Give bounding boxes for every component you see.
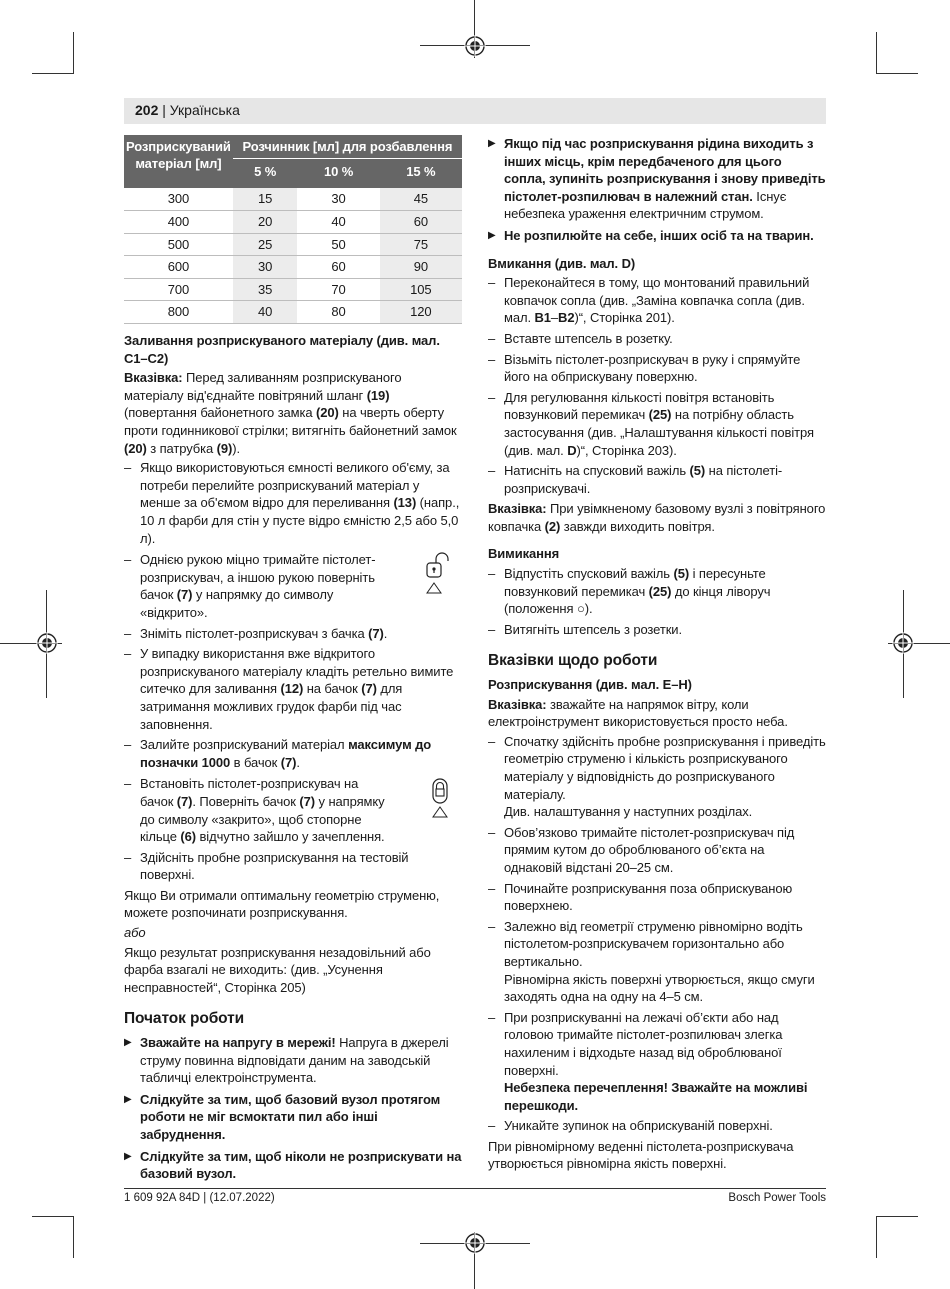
- text: При увімкненому базовому вузлі з повітряного ковпачка: [488, 501, 826, 534]
- text: до кінця ліворуч (положення: [504, 583, 771, 617]
- list-item: [124, 775, 462, 845]
- registration-mark-icon: [36, 632, 58, 654]
- list-item: [488, 462, 826, 497]
- emphasis: максимум до позначки 1000: [140, 737, 432, 770]
- text: з патрубка: [146, 440, 217, 456]
- header-language: Українська: [169, 102, 240, 118]
- paragraph: Якщо Ви отримали оптимальну геометрію струменю, можете розпочинати розприскування.: [124, 887, 440, 921]
- ref-number: (20): [124, 440, 147, 456]
- text: – При розприскуванні на лежачі об’єкти або над головою тримайте пістолет-розпилювач злегка нахиленим і відходьте назад від оброблюваної поверхні.: [504, 1009, 783, 1078]
- text: і пересуньте повзунковий перемикач: [504, 566, 766, 599]
- ref-number: (25): [648, 583, 672, 599]
- table-cell: 75: [380, 233, 462, 256]
- text: ).: [232, 440, 240, 456]
- section-heading-filling: Заливання розприскуваного матеріалу (див. мал. C1–C2): [124, 333, 440, 366]
- ref-figure: D: [567, 442, 577, 458]
- emphasis: Слідкуйте за тим, щоб базовий вузол протягом роботи не міг всмоктати пил або інші забруднення.: [140, 1091, 441, 1142]
- ref-number: (7): [176, 793, 193, 809]
- section-heading-off: Вимикання: [488, 546, 560, 562]
- table-header-material: Розприскуваний матеріал [мл]: [124, 135, 233, 188]
- text: зважайте на напрямок вітру, коли електроінструмент використовується просто неба.: [488, 696, 788, 730]
- table-row: [124, 211, 462, 234]
- text: ).: [584, 601, 593, 617]
- text: Однією рукою міцно тримайте пістолет-розприскувач, а іншою рукою поверніть бачок: [140, 552, 376, 603]
- ref-number: (7): [368, 625, 384, 641]
- warning-item: [124, 1091, 462, 1144]
- table-subheader: 15 %: [380, 159, 462, 189]
- note-label: Вказівка:: [124, 370, 183, 386]
- ref-number: (7): [361, 681, 377, 697]
- table-cell: 60: [297, 256, 379, 279]
- crop-mark: [876, 32, 877, 74]
- footer-brand: Bosch Power Tools: [728, 1192, 826, 1204]
- table-cell: 30: [233, 256, 298, 279]
- table-subheader: 10 %: [297, 159, 379, 189]
- text: Зніміть пістолет-розприскувач з бачка: [140, 625, 369, 641]
- text: у напрямку до символу «відкрито».: [140, 587, 334, 620]
- page-number: 202: [135, 102, 159, 118]
- list-item: [488, 918, 826, 1006]
- text: Встановіть пістолет-розприскувач на бачок: [140, 776, 359, 809]
- crop-mark: [876, 1216, 877, 1258]
- table-cell: 35: [233, 278, 298, 301]
- emphasis: Не розпилюйте на себе, інших осіб та на тварин.: [504, 227, 814, 243]
- header-separator: |: [162, 102, 166, 118]
- table-cell: 40: [233, 301, 298, 324]
- ref-number: (20): [316, 405, 339, 421]
- crop-mark: [876, 73, 918, 74]
- table-row: [124, 301, 462, 324]
- crop-mark: [73, 32, 74, 74]
- warning-item: [488, 227, 826, 245]
- emphasis: Зважайте на напругу в мережі!: [140, 1035, 336, 1051]
- text: Див. налаштування у наступних розділах.: [504, 804, 753, 820]
- ref-number: (25): [648, 407, 672, 423]
- section-heading-start: Початок роботи: [124, 1010, 245, 1028]
- text: Перед заливанням розприскуваного матеріалу від'єднайте повітряний шланг: [124, 370, 402, 403]
- table-cell: 500: [124, 233, 233, 256]
- warning-item: [488, 135, 826, 223]
- section-heading-on: Вмикання (див. мал. D): [488, 255, 636, 271]
- ref-number: (6): [180, 829, 196, 845]
- ref-number: (13): [393, 495, 417, 511]
- unlocked-symbol-icon: [422, 551, 458, 599]
- list-item: [488, 824, 826, 877]
- list-item: [488, 274, 826, 327]
- table-row: [124, 233, 462, 256]
- ref-number: (12): [280, 681, 304, 697]
- crop-mark: [876, 1216, 918, 1217]
- text: Вставте штепсель в розетку.: [504, 330, 673, 346]
- off-position-icon: ○: [576, 601, 585, 617]
- text: (повертання байонетного замка: [124, 405, 317, 421]
- table-row: [124, 188, 462, 211]
- table-cell: 700: [124, 278, 233, 301]
- right-column: [488, 135, 826, 1175]
- registration-mark-icon: [464, 1232, 486, 1254]
- paragraph-or: або: [124, 925, 146, 941]
- text: на потрібну область застосування (див. „Налаштування кількості повітря (див. мал.: [504, 407, 814, 458]
- text: на бачок: [303, 681, 362, 697]
- text: Якщо використовуються ємності великого об'єму, за потреби перелийте розприскуваний матеріал у менше за об'ємом відро для переливання: [140, 460, 450, 511]
- section-heading-work: Вказівки щодо роботи: [488, 652, 658, 670]
- note-label: Вказівка:: [488, 501, 547, 517]
- text: відчутно зайшло у зачеплення.: [195, 829, 385, 845]
- text: у напрямку до символу «закрито», щоб стопорне кільце: [140, 793, 385, 845]
- footer-rule: [124, 1188, 826, 1189]
- table-cell: 45: [380, 188, 462, 211]
- text: .: [296, 754, 300, 770]
- text: )“, Сторінка 201).: [574, 310, 675, 326]
- list-item: [488, 1009, 826, 1115]
- crop-mark: [32, 1216, 74, 1217]
- table-cell: 40: [297, 211, 379, 234]
- ref-number: (7): [299, 793, 316, 809]
- ref-number: (7): [176, 587, 193, 603]
- list-item: [488, 351, 826, 386]
- ref-figure: B1: [534, 310, 551, 326]
- ref-number: (7): [280, 754, 297, 770]
- text: Переконайтеся в тому, що монтований правильний ковпачок сопла (див. „Заміна ковпачка сопла (див. мал.: [504, 275, 810, 326]
- list-item: [488, 733, 826, 821]
- list-item: [124, 551, 462, 621]
- text: Для регулювання кількості повітря встановіть повзунковий перемикач: [504, 389, 775, 423]
- note-paragraph: [488, 696, 826, 731]
- table-cell: 800: [124, 301, 233, 324]
- emphasis: Небезпека перечеплення! Зважайте на можливі перешкоди.: [504, 1080, 808, 1113]
- paragraph: Якщо результат розприскування незадовільний або фарба взагалі не виходить: (див. „Усунення несправностей“, Сторінка 205): [124, 944, 431, 995]
- registration-mark-icon: [464, 35, 486, 57]
- text: (напр., 10 л фарби для стін у пусте відро ємністю 2,5 або 5,0 л).: [140, 495, 460, 546]
- list-item: [488, 565, 826, 618]
- text: Уникайте зупинок на обприскуваній поверхні.: [504, 1118, 773, 1134]
- table-cell: 60: [380, 211, 462, 234]
- table-subheader: 5 %: [233, 159, 298, 189]
- table-cell: 300: [124, 188, 233, 211]
- text: –: [550, 310, 559, 326]
- list-item: [488, 389, 826, 459]
- text: – Залежно від геометрії струменю рівномірно водіть пістолетом-розприскувачем горизонтально або вертикально.: [504, 918, 803, 969]
- text: Обов’язково тримайте пістолет-розприскувач під прямим кутом до оброблюваного об’єкта на однаковій відстані 20–25 см.: [504, 824, 795, 875]
- ref-number: (5): [673, 566, 690, 582]
- table-cell: 70: [297, 278, 379, 301]
- table-cell: 600: [124, 256, 233, 279]
- dilution-table: [124, 135, 462, 324]
- text: У випадку використання вже відкритого розприскуваного матеріалу кладіть ретельно вимите ситечко для заливання: [140, 646, 454, 697]
- table-cell: 80: [297, 301, 379, 324]
- table-cell: 30: [297, 188, 379, 211]
- text: Витягніть штепсель з розетки.: [504, 621, 682, 637]
- note-paragraph: [488, 500, 826, 535]
- text: . Поверніть бачок: [192, 793, 300, 809]
- list-item: [124, 625, 462, 643]
- section-heading-spray: Розприскування (див. мал. E–H): [488, 677, 692, 693]
- list-item: [124, 459, 462, 547]
- footer-doc-id: 1 609 92A 84D | (12.07.2022): [124, 1192, 275, 1204]
- table-cell: 105: [380, 278, 462, 301]
- list-item: [488, 1117, 826, 1135]
- table-cell: 120: [380, 301, 462, 324]
- table-cell: 50: [297, 233, 379, 256]
- warning-item: [124, 1034, 462, 1087]
- list-item: [488, 330, 826, 348]
- text: )“, Сторінка 203).: [576, 442, 677, 458]
- list-item: [488, 880, 826, 915]
- ref-number: (5): [689, 463, 706, 479]
- text: Натисніть на спусковий важіль: [504, 463, 690, 479]
- text: на чверть оберту проти годинникової стрілки; витягніть байонетний замок: [124, 405, 457, 439]
- text: Залийте розприскуваний матеріал: [140, 737, 349, 753]
- table-cell: 90: [380, 256, 462, 279]
- table-row: [124, 256, 462, 279]
- table-row: [124, 278, 462, 301]
- list-item: [124, 645, 462, 733]
- text: .: [383, 625, 388, 641]
- text: Починайте розприскування поза обприскуваною поверхнею.: [504, 880, 793, 914]
- list-item: [488, 621, 826, 639]
- page-header: [135, 102, 240, 118]
- ref-figure: B2: [558, 310, 575, 326]
- emphasis: Слідкуйте за тим, щоб ніколи не розприскувати на базовий вузол.: [140, 1148, 462, 1182]
- left-column: [124, 135, 462, 1187]
- list-item: [124, 849, 462, 884]
- crop-mark: [32, 73, 74, 74]
- table-cell: 400: [124, 211, 233, 234]
- ref-number: (19): [366, 387, 390, 403]
- paragraph: При рівномірному веденні пістолета-розприскувача утворюється рівномірна якість поверхні.: [488, 1138, 794, 1172]
- text: Рівномірна якість поверхні утворюється, якщо смуги заходять одна на одну на 4–5 см.: [504, 971, 815, 1005]
- table-cell: 20: [233, 211, 298, 234]
- table-header-solvent: Розчинник [мл] для розбавлення: [233, 135, 462, 159]
- text: Здійсніть пробне розприскування на тестовій поверхні.: [140, 849, 409, 883]
- table-cell: 25: [233, 233, 298, 256]
- text: – Спочатку здійсніть пробне розприскування і приведіть геометрію струменю і кількість розприскуваного матеріалу у відповідність до розприскуваного матеріалу.: [504, 733, 826, 802]
- registration-mark-icon: [892, 632, 914, 654]
- warning-item: [124, 1148, 462, 1183]
- ref-number: (9): [216, 440, 233, 456]
- text: на пістолеті-розприскувачі.: [504, 463, 783, 496]
- table-cell: 15: [233, 188, 298, 211]
- text: Відпустіть спусковий важіль: [504, 566, 674, 582]
- text: для затримання можливих грудок фарби під час заповнення.: [140, 681, 403, 732]
- text: завжди виходить повітря.: [560, 518, 715, 534]
- text: Існує небезпека ураження електричним струмом.: [504, 188, 787, 222]
- note-paragraph: [124, 369, 462, 457]
- text: Напруга в джерелі струму повинна відповідати даним на заводській табличці електроінструмента.: [140, 1035, 449, 1086]
- text: в бачок: [230, 754, 281, 770]
- crop-mark: [73, 1216, 74, 1258]
- locked-symbol-icon: [422, 775, 458, 823]
- emphasis: Якщо під час розприскування рідина виходить з інших місць, крім передбаченого для цього сопла, зупиніть розприскування і знову приведіть пістолет-розпилювач в належний стан.: [504, 136, 826, 204]
- list-item: [124, 736, 462, 771]
- note-label: Вказівка:: [488, 696, 547, 712]
- text: Візьміть пістолет-розприскувач в руку і спрямуйте його на обприскувану поверхню.: [504, 351, 801, 385]
- ref-number: (2): [544, 518, 561, 534]
